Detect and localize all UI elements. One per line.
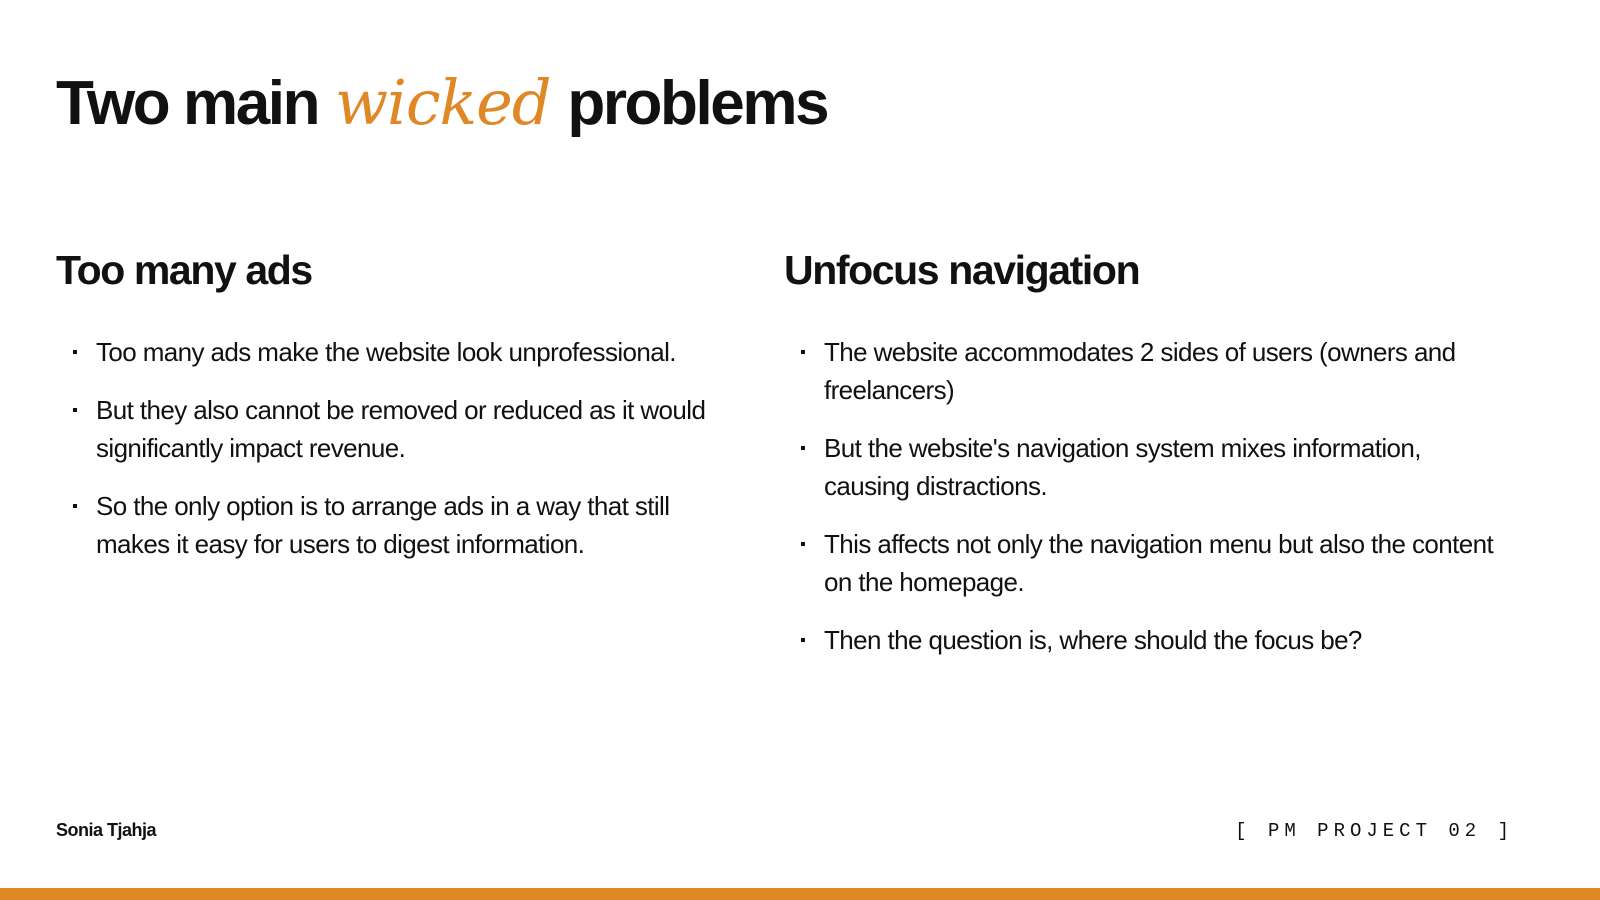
bullet-icon [801,638,805,642]
list-item [56,487,736,563]
bullet-text: But they also cannot be removed or reduced as it would significantly impact revenue. [96,395,706,464]
bullet-icon [801,542,805,546]
list-item [784,525,1504,601]
unfocus-navigation-section [784,244,1504,679]
title-accent-word: wicked [334,66,551,139]
project-label: [ PM PROJECT 02 ] [1235,820,1514,842]
ads-bullet-list [56,333,736,563]
bullet-text: But the website's navigation system mixes information, causing distractions. [824,433,1421,502]
list-item [56,391,736,467]
bullet-text: Then the question is, where should the focus be? [824,625,1362,656]
section-heading-navigation: Unfocus navigation [784,247,1140,293]
list-item [56,333,736,371]
bullet-icon [73,504,77,508]
section-heading-ads: Too many ads [56,247,312,293]
accent-bottom-bar [0,888,1600,900]
title-lead: Two main [56,69,333,138]
too-many-ads-section [56,244,736,583]
navigation-bullet-list [784,333,1504,659]
bullet-icon [801,446,805,450]
list-item [784,429,1504,505]
list-item [784,333,1504,409]
bullet-icon [801,350,805,354]
list-item [784,621,1504,659]
bullet-text: This affects not only the navigation menu but also the content on the homepage. [824,529,1494,598]
bullet-icon [73,408,77,412]
bullet-text: The website accommodates 2 sides of users (owners and freelancers) [824,337,1456,406]
slide-title [56,66,827,141]
title-tail: problems [552,69,828,138]
author-name: Sonia Tjahja [56,820,157,840]
bullet-text: Too many ads make the website look unprofessional. [96,337,676,368]
bullet-text: So the only option is to arrange ads in a way that still makes it easy for users to digest information. [96,491,670,560]
bullet-icon [73,350,77,354]
